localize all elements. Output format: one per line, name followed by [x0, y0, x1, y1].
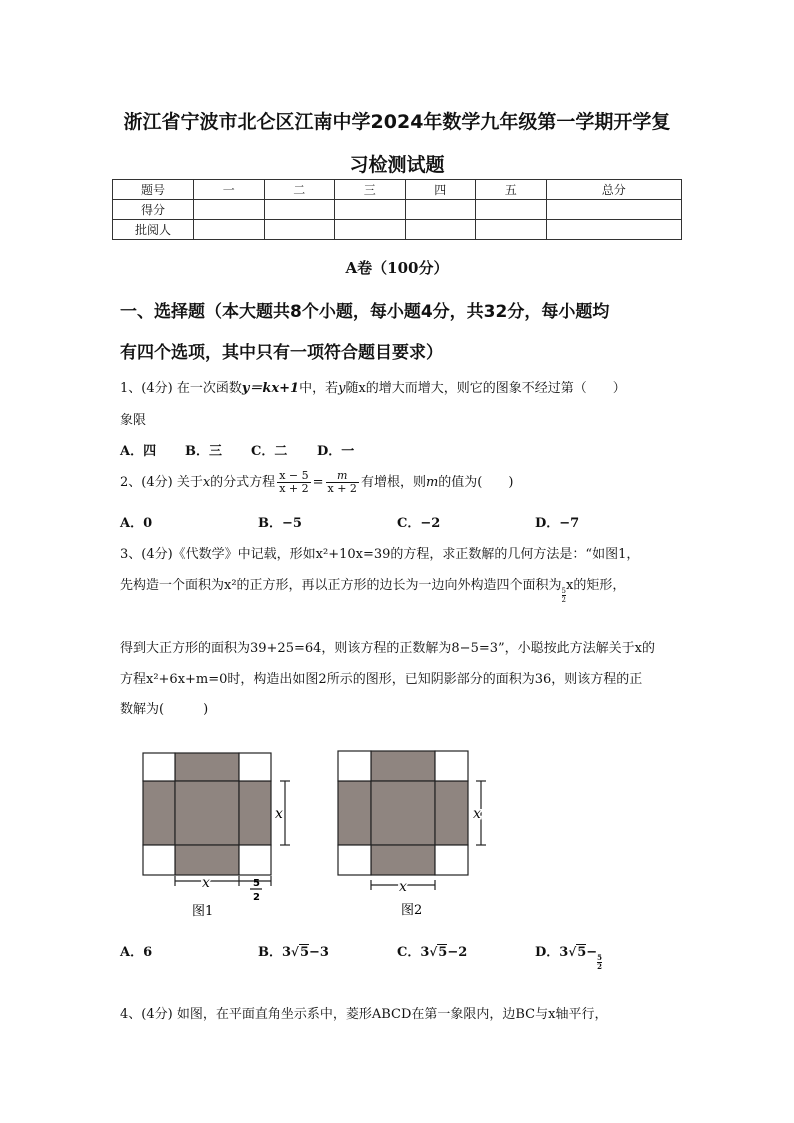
score-entry-cell[interactable]	[405, 200, 476, 220]
radicand: 5	[577, 945, 587, 960]
q3-option-d[interactable]	[535, 941, 603, 971]
q3-text: x的矩形，	[566, 578, 626, 593]
fraction-denominator: 2	[561, 596, 567, 604]
fraction-numerator: x − 5	[279, 469, 309, 482]
score-table-row	[113, 200, 682, 220]
table-cell: 三	[335, 180, 406, 200]
q2-option-b[interactable]: B．−5	[258, 516, 302, 531]
q1-text: 中，若	[299, 381, 339, 396]
q3-option-c[interactable]	[397, 941, 467, 960]
figure-2	[333, 746, 503, 921]
figure-1-bottom-label: x	[202, 875, 210, 891]
grader-entry-cell[interactable]	[335, 220, 406, 240]
q2-text: 有增根，则	[360, 475, 426, 490]
q1-option-d[interactable]: D．一	[317, 444, 355, 459]
table-cell: 总分	[546, 180, 682, 200]
table-cell: 批阅人	[113, 220, 194, 240]
question-4-line1: 4、(4分) 如图，在平面直角坐示系中，菱形ABCD在第一象限内，边BC与x轴平行，	[120, 1007, 608, 1022]
q3-option-b[interactable]	[258, 941, 329, 960]
question-1-stem-cont: 象限	[120, 413, 147, 428]
q2-equals: =	[312, 475, 324, 490]
score-table-row	[113, 220, 682, 240]
q3-text: 先构造一个面积为x²的正方形，再以正方形的边长为一边向外构造四个面积为	[120, 578, 562, 593]
figure-1-side-label: x	[275, 806, 283, 822]
q1-text: 随x的增大而增大，则它的图象不经过第（ ）	[345, 381, 626, 396]
score-entry-cell[interactable]	[194, 200, 265, 220]
question-3-line1: 3、(4分)《代数学》中记载，形如x²+10x=39的方程，求正数解的几何方法是：“如图1，	[120, 547, 640, 562]
fraction-numerator: 5	[597, 953, 603, 962]
figure-1-frac-den: 2	[253, 892, 260, 903]
option-text: −3	[308, 945, 329, 960]
q2-text: 的值为( )	[438, 475, 514, 490]
figure-2-shape	[338, 751, 486, 890]
table-cell: 题号	[113, 180, 194, 200]
grader-entry-cell[interactable]	[264, 220, 335, 240]
grader-entry-cell[interactable]	[546, 220, 682, 240]
q2-var: x	[202, 475, 211, 490]
q1-option-a[interactable]: A．四	[120, 444, 157, 459]
figure-1-frac-num: 5	[253, 878, 260, 889]
part-heading-line1: 一、选择题（本大题共8个小题，每小题4分，共32分，每小题均	[120, 302, 610, 322]
grader-entry-cell[interactable]	[405, 220, 476, 240]
score-entry-cell[interactable]	[476, 200, 547, 220]
figure-2-side-label: x	[473, 806, 481, 822]
section-heading: A卷（100分）	[345, 259, 449, 277]
score-entry-cell[interactable]	[335, 200, 406, 220]
page-title-line2: 习检测试题	[349, 154, 445, 176]
table-cell: 二	[264, 180, 335, 200]
q1-function: y＝kx+1	[241, 381, 300, 396]
question-3-line2	[120, 575, 626, 604]
radicand: 5	[438, 945, 448, 960]
table-cell: 四	[405, 180, 476, 200]
fraction-numerator: 5	[561, 587, 567, 595]
q2-fraction-left	[277, 470, 310, 495]
table-cell: 一	[194, 180, 265, 200]
question-3-line5: 数解为( )	[120, 702, 209, 717]
option-text: −	[586, 945, 598, 960]
question-3-line3: 得到大正方形的面积为39+25=64，则该方程的正数解为8−5=3”，小聪按此方法解关于x的	[120, 641, 655, 656]
figure-1	[140, 748, 300, 923]
option-text: D．3	[535, 945, 569, 960]
figure-1-shape	[143, 753, 290, 886]
question-1-stem	[120, 377, 626, 396]
q1-option-b[interactable]: B．三	[185, 444, 222, 459]
table-cell: 五	[476, 180, 547, 200]
q3-option-a[interactable]: A．6	[120, 945, 153, 960]
score-table	[112, 179, 682, 240]
q1-option-c[interactable]: C．二	[251, 444, 288, 459]
grader-entry-cell[interactable]	[476, 220, 547, 240]
q2-text: 的分式方程	[210, 475, 276, 490]
sqrt-icon: √	[291, 945, 299, 959]
fraction-denominator: 2	[597, 962, 603, 971]
option-text: C．3	[397, 945, 430, 960]
page-title-line1: 浙江省宁波市北仑区江南中学2024年数学九年级第一学期开学复	[123, 111, 671, 133]
table-cell: 得分	[113, 200, 194, 220]
radicand: 5	[299, 945, 309, 960]
q2-option-a[interactable]: A．0	[120, 516, 153, 531]
q2-option-d[interactable]: D．−7	[535, 516, 580, 531]
score-entry-cell[interactable]	[264, 200, 335, 220]
fraction-denominator: x + 2	[279, 482, 309, 495]
option-text: −2	[447, 945, 468, 960]
score-table-header-row	[113, 180, 682, 200]
q2-fraction-right	[326, 470, 359, 495]
q2-text: 2、(4分) 关于	[120, 475, 203, 490]
q3-fraction	[562, 587, 566, 604]
figure-1-caption: 图1	[192, 904, 214, 919]
fraction-denominator: x + 2	[327, 482, 357, 495]
sqrt-icon: √	[568, 945, 577, 959]
figure-2-caption: 图2	[401, 903, 423, 918]
part-heading-line2: 有四个选项，其中只有一项符合题目要求）	[120, 343, 443, 363]
grader-entry-cell[interactable]	[194, 220, 265, 240]
question-2-stem	[120, 470, 513, 496]
score-entry-cell[interactable]	[546, 200, 682, 220]
q2-var: m	[425, 475, 439, 490]
q1-var: y	[338, 381, 346, 396]
q2-option-c[interactable]: C．−2	[397, 516, 441, 531]
option-text: B．3	[258, 945, 292, 960]
sqrt-icon: √	[429, 945, 438, 959]
question-3-line4: 方程x²+6x+m=0时，构造出如图2所示的图形，已知阴影部分的面积为36，则该方程的正	[120, 672, 643, 687]
q1-text: 1、(4分) 在一次函数	[120, 381, 242, 396]
fraction-numerator: m	[326, 470, 359, 483]
option-fraction	[597, 954, 602, 971]
figure-2-bottom-label: x	[399, 879, 407, 895]
